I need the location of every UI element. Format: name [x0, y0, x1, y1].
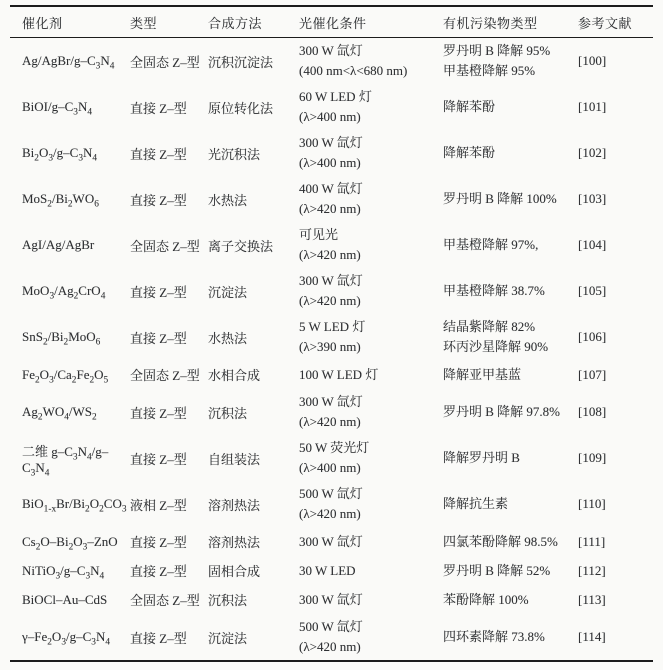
- condition-cell: [299, 268, 443, 314]
- method-cell: 沉积沉淀法: [208, 54, 274, 70]
- condition-cell: [299, 176, 443, 222]
- type-cell: 直接 Z–型: [130, 146, 187, 162]
- table-row: [10, 38, 653, 85]
- pollutant-cell: [443, 176, 578, 222]
- ref-cell: [100]: [578, 53, 607, 68]
- pollutant-line: 降解抗生素: [443, 496, 509, 511]
- table-row: [10, 585, 653, 614]
- table-row: [10, 481, 653, 527]
- pollutant-line: 结晶紫降解 82%: [443, 319, 536, 334]
- pollutant-line: 甲基橙降解 97%,: [443, 237, 539, 252]
- catalyst-cell: $Ag_2WO_4/WS_2$: [22, 404, 97, 423]
- type-cell: 全固态 Z–型: [130, 54, 200, 70]
- method-cell: 固相合成: [208, 564, 261, 579]
- table-row: [10, 527, 653, 556]
- condition-line: (400 nm<λ<680 nm): [299, 63, 408, 78]
- pollutant-cell: [443, 84, 578, 130]
- ref-cell: [106]: [578, 329, 607, 344]
- column-header-condition: 光催化条件: [299, 15, 367, 31]
- method-cell: 溶剂热法: [208, 535, 261, 550]
- pollutant-cell: [443, 130, 578, 176]
- condition-line: (λ>420 nm): [299, 293, 361, 308]
- pollutant-line: 罗丹明 B 降解 100%: [443, 191, 557, 206]
- condition-line: (λ>420 nm): [299, 414, 361, 429]
- type-cell: 直接 Z–型: [130, 330, 187, 346]
- pollutant-cell: [443, 585, 578, 614]
- type-cell: 全固态 Z–型: [130, 593, 200, 608]
- condition-cell: [299, 585, 443, 614]
- pollutant-cell: [443, 222, 578, 268]
- catalyst-cell: $Fe_2O_3/Ca_2Fe_2O_5$: [22, 366, 109, 386]
- catalyst-cell: $Ag/AgBr/g-C_3N_4$: [22, 53, 115, 72]
- condition-cell: [299, 314, 443, 360]
- ref-cell: [103]: [578, 191, 607, 206]
- condition-cell: [299, 360, 443, 389]
- condition-line: (λ>420 nm): [299, 247, 361, 262]
- method-cell: 沉淀法: [208, 630, 248, 646]
- pollutant-cell: [443, 481, 578, 527]
- condition-line: (λ>390 nm): [299, 339, 361, 354]
- pollutant-cell: [443, 527, 578, 556]
- condition-cell: [299, 527, 443, 556]
- table-row: [10, 556, 653, 585]
- condition-line: 5 W LED 灯: [299, 319, 366, 334]
- ref-cell: [108]: [578, 404, 607, 419]
- column-header-pollutant: 有机污染物类型: [443, 15, 538, 31]
- condition-line: (λ>400 nm): [299, 109, 361, 124]
- method-cell: 自组装法: [208, 451, 261, 467]
- condition-line: (λ>400 nm): [299, 460, 361, 475]
- condition-cell: [299, 435, 443, 481]
- type-cell: 直接 Z–型: [130, 630, 187, 646]
- pollutant-line: 降解苯酚: [443, 145, 496, 160]
- ref-cell: [113]: [578, 591, 606, 607]
- method-cell: 光沉积法: [208, 146, 261, 162]
- condition-line: (λ>400 nm): [299, 155, 361, 170]
- condition-line: 500 W 氙灯: [299, 486, 363, 501]
- pollutant-cell: [443, 389, 578, 435]
- catalyst-cell: $MoS_2/Bi_2WO_6$: [22, 191, 99, 210]
- catalyst-cell: BiOCl–Au–CdS: [22, 591, 108, 607]
- catalyst-cell: $\gamma-Fe_2O_3/g-C_3N_4$: [22, 629, 111, 648]
- pollutant-line: 苯酚降解 100%: [443, 591, 529, 607]
- table-row: [10, 614, 653, 661]
- column-header-catalyst: 催化剂: [22, 15, 63, 31]
- table-row: [10, 360, 653, 389]
- pollutant-line: 甲基橙降解 95%: [443, 63, 536, 78]
- pollutant-line: 罗丹明 B 降解 97.8%: [443, 404, 561, 419]
- type-cell: 直接 Z–型: [130, 100, 187, 116]
- method-cell: 水相合成: [208, 368, 261, 383]
- type-cell: 直接 Z–型: [130, 284, 187, 300]
- pollutant-line: 四环素降解 73.8%: [443, 629, 545, 644]
- condition-line: 可见光: [299, 227, 339, 242]
- column-header-method: 合成方法: [208, 15, 263, 31]
- catalyst-cell: $Cs_2O-Bi_2O_3$–ZnO: [22, 533, 118, 553]
- table-row: [10, 130, 653, 176]
- table-row: [10, 435, 653, 481]
- pollutant-cell: [443, 614, 578, 661]
- type-cell: 液相 Z–型: [130, 497, 187, 513]
- pollutant-line: 降解罗丹明 B: [443, 450, 520, 465]
- condition-line: 500 W 氙灯: [299, 619, 363, 634]
- condition-cell: [299, 38, 443, 85]
- method-cell: 沉积法: [208, 593, 248, 608]
- condition-line: 30 W LED: [299, 562, 356, 578]
- pollutant-cell: [443, 38, 578, 85]
- column-header-type: 类型: [130, 15, 158, 31]
- table-row: [10, 176, 653, 222]
- method-cell: 离子交换法: [208, 238, 274, 254]
- table-row: [10, 222, 653, 268]
- condition-cell: [299, 481, 443, 527]
- pollutant-line: 甲基橙降解 38.7%: [443, 283, 545, 298]
- condition-cell: [299, 130, 443, 176]
- catalyst-cell: $Bi_2O_3/g-C_3N_4$: [22, 145, 98, 164]
- pollutant-cell: [443, 268, 578, 314]
- condition-cell: [299, 389, 443, 435]
- method-cell: 沉淀法: [208, 284, 248, 300]
- condition-cell: [299, 84, 443, 130]
- catalyst-cell: $BiO_{1-x}Br/Bi_2O_2CO_3$: [22, 496, 127, 515]
- type-cell: 直接 Z–型: [130, 451, 187, 467]
- pollutant-line: 降解苯酚: [443, 99, 496, 114]
- method-cell: 水热法: [208, 330, 248, 346]
- method-cell: 溶剂热法: [208, 497, 261, 513]
- column-header-ref: 参考文献: [578, 15, 633, 31]
- ref-cell: [102]: [578, 145, 607, 160]
- condition-line: (λ>420 nm): [299, 201, 361, 216]
- pollutant-cell: [443, 360, 578, 389]
- condition-cell: [299, 614, 443, 661]
- condition-line: 300 W 氙灯: [299, 273, 363, 288]
- ref-cell: [112]: [578, 562, 606, 578]
- catalyst-cell: $SnS_2/Bi_2MoO_6$: [22, 329, 101, 348]
- method-cell: 沉积法: [208, 405, 248, 421]
- type-cell: 直接 Z–型: [130, 405, 187, 421]
- condition-cell: [299, 222, 443, 268]
- ref-cell: [105]: [578, 283, 607, 298]
- method-cell: 原位转化法: [208, 100, 274, 116]
- table-row: [10, 389, 653, 435]
- condition-line: 300 W 氙灯: [299, 591, 363, 607]
- condition-line: 300 W 氙灯: [299, 533, 363, 549]
- pollutant-cell: [443, 314, 578, 360]
- condition-line: 100 W LED 灯: [299, 366, 379, 382]
- method-cell: 水热法: [208, 192, 248, 208]
- condition-cell: [299, 556, 443, 585]
- table-row: [10, 84, 653, 130]
- pollutant-line: 降解亚甲基蓝: [443, 366, 522, 382]
- photocatalyst-table: [10, 5, 653, 662]
- condition-line: 300 W 氙灯: [299, 43, 363, 58]
- pollutant-line: 环丙沙星降解 90%: [443, 339, 549, 354]
- condition-line: 400 W 氙灯: [299, 181, 363, 196]
- condition-line: (λ>420 nm): [299, 639, 361, 654]
- condition-line: 300 W 氙灯: [299, 135, 363, 150]
- type-cell: 直接 Z–型: [130, 535, 187, 550]
- ref-cell: [107]: [578, 366, 607, 382]
- catalyst-cell: BiOI/$g-C_3N_4$: [22, 99, 93, 118]
- ref-cell: [111]: [578, 533, 606, 549]
- pollutant-line: 罗丹明 B 降解 95%: [443, 43, 551, 58]
- catalyst-cell: $NiTiO_3/g-C_3N_4$: [22, 562, 105, 582]
- type-cell: 全固态 Z–型: [130, 238, 200, 254]
- ref-cell: [101]: [578, 99, 607, 114]
- condition-line: 60 W LED 灯: [299, 89, 372, 104]
- table-row: [10, 314, 653, 360]
- ref-cell: [110]: [578, 496, 606, 511]
- catalyst-cell: AgI/Ag/AgBr: [22, 237, 95, 252]
- condition-line: (λ>420 nm): [299, 506, 361, 521]
- type-cell: 直接 Z–型: [130, 564, 187, 579]
- condition-line: 50 W 荧光灯: [299, 440, 370, 455]
- table-header-row: [10, 6, 653, 38]
- ref-cell: [104]: [578, 237, 607, 252]
- type-cell: 全固态 Z–型: [130, 368, 200, 383]
- type-cell: 直接 Z–型: [130, 192, 187, 208]
- pollutant-line: 四氯苯酚降解 98.5%: [443, 533, 558, 549]
- catalyst-cell: $MoO_3/Ag_2CrO_4$: [22, 283, 106, 302]
- pollutant-line: 罗丹明 B 降解 52%: [443, 562, 551, 578]
- pollutant-cell: [443, 556, 578, 585]
- pollutant-cell: [443, 435, 578, 481]
- ref-cell: [109]: [578, 450, 607, 465]
- condition-line: 300 W 氙灯: [299, 394, 363, 409]
- table-row: [10, 268, 653, 314]
- ref-cell: [114]: [578, 629, 606, 644]
- catalyst-cell: 二维 $g-C_3N_4/g-C_3N_4$: [22, 443, 109, 479]
